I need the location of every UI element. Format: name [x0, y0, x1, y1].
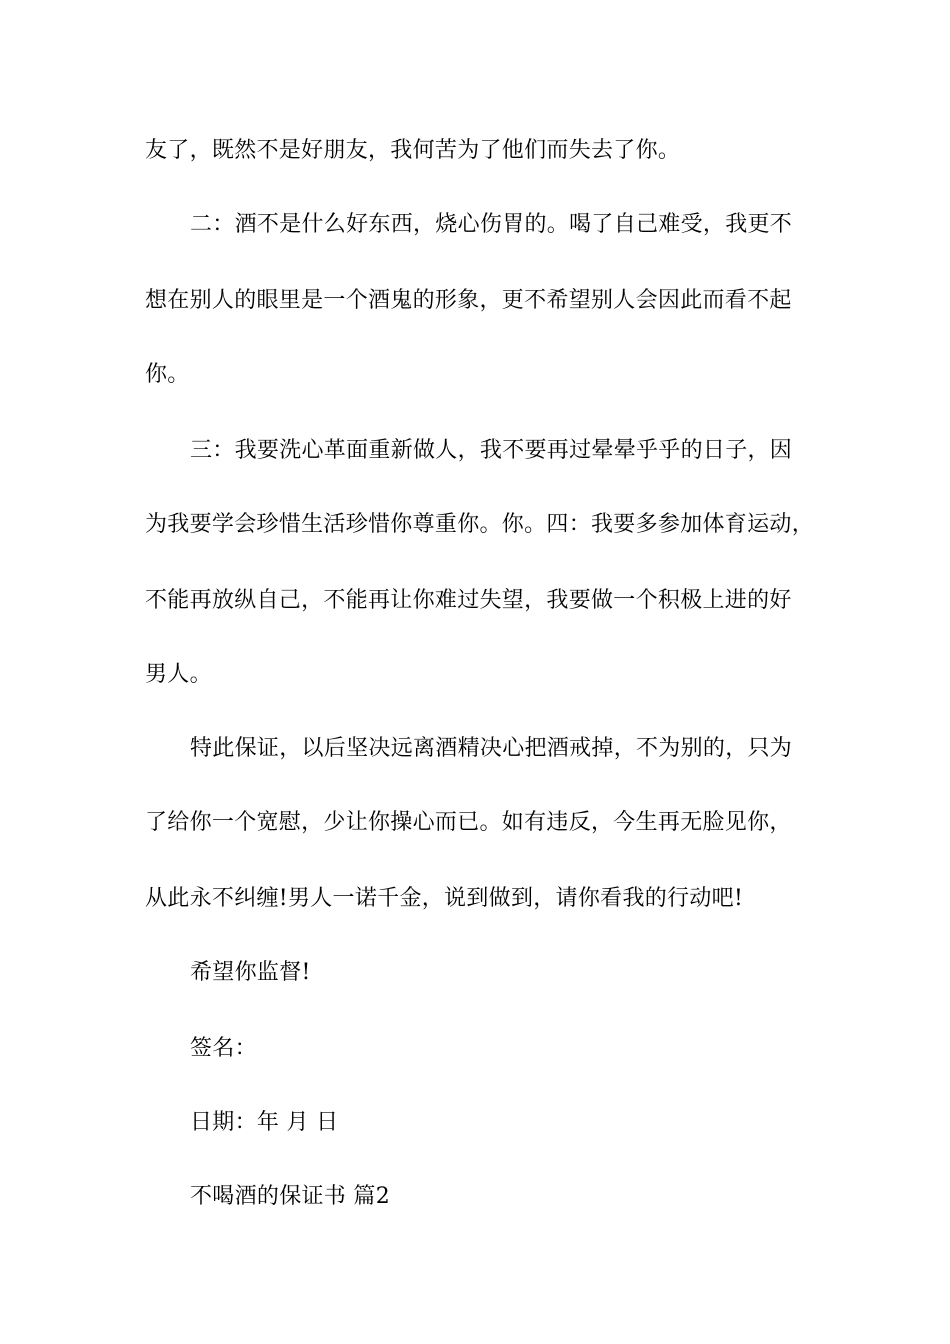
paragraph-2-line-2: 想在别人的眼里是一个酒鬼的形象，更不希望别人会因此而看不起 — [145, 288, 792, 313]
signature-line: 签名： — [190, 1036, 257, 1061]
supervision-line: 希望你监督! — [190, 960, 311, 985]
paragraph-4-line-2: 了给你一个宽慰，少让你操心而已。如有违反，今生再无脸见你， — [145, 810, 792, 835]
paragraph-2-line-3: 你。 — [145, 362, 190, 387]
paragraph-2-line-1: 二：酒不是什么好东西，烧心伤胃的。喝了自己难受，我更不 — [190, 212, 793, 237]
paragraph-1-line-1: 友了，既然不是好朋友，我何苦为了他们而失去了你。 — [145, 138, 681, 163]
paragraph-3-line-4: 男人。 — [145, 662, 212, 687]
date-line: 日期：年 月 日 — [190, 1110, 339, 1135]
paragraph-4-line-3: 从此永不纠缠!男人一诺千金，说到做到，请你看我的行动吧! — [145, 886, 744, 911]
paragraph-3-line-2: 为我要学会珍惜生活珍惜你尊重你。你。四：我要多参加体育运动， — [145, 512, 815, 537]
section-title: 不喝酒的保证书 篇2 — [190, 1184, 390, 1209]
paragraph-3-line-1: 三：我要洗心革面重新做人，我不要再过晕晕乎乎的日子，因 — [190, 438, 793, 463]
paragraph-4-line-1: 特此保证，以后坚决远离酒精决心把酒戒掉，不为别的，只为 — [190, 736, 793, 761]
paragraph-3-line-3: 不能再放纵自己，不能再让你难过失望，我要做一个积极上进的好 — [145, 588, 792, 613]
